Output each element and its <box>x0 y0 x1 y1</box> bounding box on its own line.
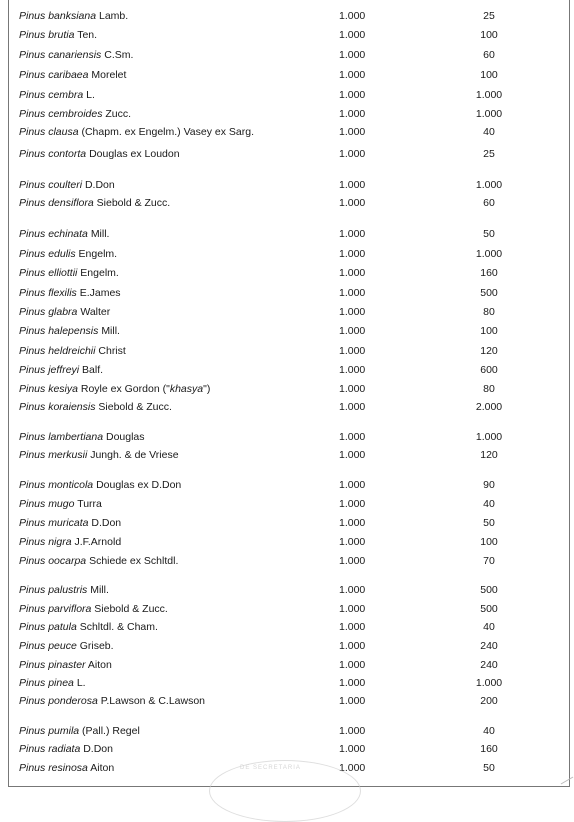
genus: Pinus <box>19 584 46 596</box>
binomial: echinata <box>48 228 88 240</box>
species-name <box>19 581 109 599</box>
value-col-1: 1.000 <box>339 345 366 357</box>
value-col-1: 1.000 <box>339 148 366 160</box>
genus: Pinus <box>19 449 46 461</box>
genus: Pinus <box>19 536 46 548</box>
value-col-1: 1.000 <box>339 603 366 615</box>
value-col-1: 1.000 <box>339 536 366 548</box>
table-row <box>9 581 569 599</box>
genus: Pinus <box>19 517 46 529</box>
value-col-2: 25 <box>483 148 495 160</box>
genus: Pinus <box>19 179 46 191</box>
value-col-1: 1.000 <box>339 108 366 120</box>
genus: Pinus <box>19 228 46 240</box>
genus: Pinus <box>19 345 46 357</box>
binomial: glabra <box>48 306 78 318</box>
author: D.Don <box>83 743 113 755</box>
value-col-2: 60 <box>483 49 495 61</box>
table-row <box>9 637 569 655</box>
binomial: oocarpa <box>48 555 87 567</box>
genus: Pinus <box>19 621 46 633</box>
genus: Pinus <box>19 126 46 138</box>
species-name <box>19 66 126 84</box>
binomial: cembroides <box>48 108 103 120</box>
binomial: mugo <box>48 498 75 510</box>
genus: Pinus <box>19 148 46 160</box>
value-col-2: 40 <box>483 725 495 737</box>
value-col-2: 1.000 <box>475 179 503 191</box>
genus: Pinus <box>19 762 46 774</box>
species-name <box>19 759 114 777</box>
species-name <box>19 514 121 532</box>
author: Christ <box>98 345 126 357</box>
genus: Pinus <box>19 603 46 615</box>
binomial: muricata <box>48 517 89 529</box>
species-name <box>19 176 115 194</box>
species-name <box>19 637 114 655</box>
value-col-2: 1.000 <box>475 677 503 689</box>
value-col-2: 500 <box>480 584 498 596</box>
genus: Pinus <box>19 677 46 689</box>
genus: Pinus <box>19 306 46 318</box>
value-col-2: 50 <box>483 228 495 240</box>
species-name <box>19 245 117 263</box>
binomial: jeffreyi <box>48 364 80 376</box>
binomial: brutia <box>48 29 75 41</box>
binomial: palustris <box>48 584 88 596</box>
species-name <box>19 284 121 302</box>
species-name <box>19 674 86 692</box>
genus: Pinus <box>19 498 46 510</box>
table-row <box>9 176 569 194</box>
value-col-2: 90 <box>483 479 495 491</box>
value-col-1: 1.000 <box>339 449 366 461</box>
value-col-1: 1.000 <box>339 725 366 737</box>
genus: Pinus <box>19 725 46 737</box>
genus: Pinus <box>19 69 46 81</box>
value-col-1: 1.000 <box>339 479 366 491</box>
species-name <box>19 398 172 416</box>
value-col-1: 1.000 <box>339 126 366 138</box>
binomial: elliottii <box>48 267 78 279</box>
binomial: merkusii <box>48 449 88 461</box>
table-row <box>9 674 569 692</box>
value-col-2: 100 <box>480 536 498 548</box>
value-col-2: 80 <box>483 306 495 318</box>
binomial: densiflora <box>48 197 94 209</box>
genus: Pinus <box>19 555 46 567</box>
author: Aiton <box>87 659 112 671</box>
species-name <box>19 722 140 740</box>
value-col-2: 40 <box>483 498 495 510</box>
author: C.Sm. <box>104 49 134 61</box>
binomial: banksiana <box>48 10 97 22</box>
table-row <box>9 342 569 360</box>
species-name <box>19 46 133 64</box>
binomial: caribaea <box>48 69 89 81</box>
species-name <box>19 194 170 212</box>
binomial: pumila <box>48 725 80 737</box>
species-name <box>19 7 128 25</box>
table-row <box>9 303 569 321</box>
genus: Pinus <box>19 108 46 120</box>
author: Douglas ex Loudon <box>89 148 180 160</box>
binomial: clausa <box>48 126 79 138</box>
author: D.Don <box>91 517 122 529</box>
author-italic: khasya <box>169 383 204 395</box>
value-col-2: 240 <box>480 640 498 652</box>
author: Douglas <box>105 431 145 443</box>
value-col-1: 1.000 <box>339 555 366 567</box>
species-name <box>19 428 145 446</box>
species-name <box>19 145 180 163</box>
genus: Pinus <box>19 10 46 22</box>
author: Zucc. <box>105 108 132 120</box>
value-col-2: 50 <box>483 762 495 774</box>
value-col-2: 500 <box>480 287 498 299</box>
value-col-1: 1.000 <box>339 743 366 755</box>
binomial: heldreichii <box>48 345 96 357</box>
value-col-1: 1.000 <box>339 659 366 671</box>
species-name <box>19 322 120 340</box>
value-col-1: 1.000 <box>339 248 366 260</box>
author: Aiton <box>90 762 115 774</box>
table-row <box>9 692 569 710</box>
value-col-2: 100 <box>480 325 498 337</box>
table-row <box>9 361 569 379</box>
table-row <box>9 145 569 163</box>
species-name <box>19 692 205 710</box>
genus: Pinus <box>19 383 46 395</box>
author-suffix: ") <box>203 383 211 395</box>
value-col-1: 1.000 <box>339 498 366 510</box>
value-col-2: 240 <box>480 659 498 671</box>
binomial: monticola <box>48 479 94 491</box>
table-row <box>9 533 569 551</box>
value-col-2: 160 <box>480 743 498 755</box>
genus: Pinus <box>19 640 46 652</box>
table-row <box>9 600 569 618</box>
value-col-2: 70 <box>483 555 495 567</box>
author: P.Lawson & C.Lawson <box>100 695 206 707</box>
value-col-1: 1.000 <box>339 29 366 41</box>
table-row <box>9 740 569 758</box>
value-col-1: 1.000 <box>339 431 366 443</box>
value-col-1: 1.000 <box>339 49 366 61</box>
value-col-2: 1.000 <box>475 108 503 120</box>
author: L. <box>76 677 86 689</box>
value-col-2: 100 <box>480 69 498 81</box>
species-name <box>19 446 179 464</box>
genus: Pinus <box>19 364 46 376</box>
value-col-2: 200 <box>480 695 498 707</box>
species-name <box>19 380 210 398</box>
author: E.James <box>79 287 121 299</box>
author: Mill. <box>101 325 120 337</box>
table-row <box>9 322 569 340</box>
author: L. <box>86 89 95 101</box>
author: Mill. <box>90 584 109 596</box>
value-col-1: 1.000 <box>339 179 366 191</box>
author: Morelet <box>91 69 127 81</box>
genus: Pinus <box>19 197 46 209</box>
value-col-1: 1.000 <box>339 287 366 299</box>
genus: Pinus <box>19 743 46 755</box>
species-name <box>19 123 254 141</box>
stamp-seal <box>209 760 361 822</box>
document-page <box>8 0 570 787</box>
species-name <box>19 600 168 618</box>
author: Balf. <box>82 364 104 376</box>
value-col-1: 1.000 <box>339 695 366 707</box>
value-col-2: 50 <box>483 517 495 529</box>
species-name <box>19 105 131 123</box>
binomial: radiata <box>48 743 81 755</box>
author: Schiede ex Schltdl. <box>89 555 179 567</box>
author: Jungh. & de Vriese <box>90 449 179 461</box>
author: Siebold & Zucc. <box>96 197 171 209</box>
table-row <box>9 194 569 212</box>
genus: Pinus <box>19 325 46 337</box>
author: Engelm. <box>80 267 119 279</box>
species-name <box>19 225 109 243</box>
binomial: cembra <box>48 89 84 101</box>
value-col-1: 1.000 <box>339 267 366 279</box>
table-row <box>9 86 569 104</box>
table-row <box>9 380 569 398</box>
value-col-2: 500 <box>480 603 498 615</box>
value-col-1: 1.000 <box>339 197 366 209</box>
binomial: pinaster <box>48 659 86 671</box>
genus: Pinus <box>19 248 46 260</box>
value-col-1: 1.000 <box>339 621 366 633</box>
table-row <box>9 552 569 570</box>
value-col-1: 1.000 <box>339 228 366 240</box>
table-row <box>9 7 569 25</box>
binomial: patula <box>48 621 77 633</box>
species-name <box>19 303 110 321</box>
genus: Pinus <box>19 29 46 41</box>
table-row <box>9 26 569 44</box>
value-col-2: 120 <box>480 449 498 461</box>
species-name <box>19 533 121 551</box>
table-row <box>9 66 569 84</box>
author: Turra <box>77 498 102 510</box>
genus: Pinus <box>19 401 46 413</box>
value-col-2: 40 <box>483 126 495 138</box>
genus: Pinus <box>19 659 46 671</box>
table-row <box>9 446 569 464</box>
genus: Pinus <box>19 49 46 61</box>
value-col-2: 60 <box>483 197 495 209</box>
value-col-1: 1.000 <box>339 677 366 689</box>
binomial: ponderosa <box>48 695 98 707</box>
value-col-1: 1.000 <box>339 364 366 376</box>
value-col-1: 1.000 <box>339 10 366 22</box>
binomial: peuce <box>48 640 77 652</box>
author: Schltdl. & Cham. <box>79 621 158 633</box>
genus: Pinus <box>19 431 46 443</box>
value-col-2: 1.000 <box>475 89 503 101</box>
author: Douglas ex D.Don <box>96 479 182 491</box>
value-col-2: 120 <box>480 345 498 357</box>
binomial: contorta <box>48 148 87 160</box>
value-col-2: 80 <box>483 383 495 395</box>
species-name <box>19 552 178 570</box>
binomial: nigra <box>48 536 72 548</box>
binomial: halepensis <box>48 325 99 337</box>
species-name <box>19 618 158 636</box>
value-col-1: 1.000 <box>339 401 366 413</box>
species-name <box>19 740 113 758</box>
species-name <box>19 342 126 360</box>
binomial: pinea <box>48 677 74 689</box>
genus: Pinus <box>19 89 46 101</box>
species-name <box>19 26 97 44</box>
table-row <box>9 476 569 494</box>
value-col-2: 2.000 <box>475 401 503 413</box>
table-row <box>9 245 569 263</box>
value-col-2: 40 <box>483 621 495 633</box>
value-col-2: 1.000 <box>475 431 503 443</box>
stamp-text: DE SECRETARIA <box>240 765 301 771</box>
binomial: resinosa <box>48 762 88 774</box>
table-row <box>9 398 569 416</box>
value-col-2: 100 <box>480 29 498 41</box>
table-row <box>9 264 569 282</box>
table-row <box>9 105 569 123</box>
author: (Chapm. ex Engelm.) Vasey ex Sarg. <box>81 126 255 138</box>
table-row <box>9 46 569 64</box>
author: J.F.Arnold <box>74 536 122 548</box>
author: D.Don <box>84 179 115 191</box>
table-row <box>9 428 569 446</box>
value-col-1: 1.000 <box>339 383 366 395</box>
author: Lamb. <box>98 10 129 22</box>
value-col-1: 1.000 <box>339 325 366 337</box>
binomial: lambertiana <box>48 431 104 443</box>
author: Mill. <box>90 228 110 240</box>
value-col-1: 1.000 <box>339 584 366 596</box>
author: Siebold & Zucc. <box>94 603 168 615</box>
species-name <box>19 656 112 674</box>
table-row <box>9 123 569 141</box>
binomial: coulteri <box>48 179 83 191</box>
species-name <box>19 495 102 513</box>
binomial: koraiensis <box>48 401 96 413</box>
value-col-1: 1.000 <box>339 306 366 318</box>
genus: Pinus <box>19 287 46 299</box>
value-col-2: 160 <box>480 267 498 279</box>
author: (Pall.) Regel <box>82 725 140 737</box>
binomial: parviflora <box>48 603 92 615</box>
table-row <box>9 722 569 740</box>
species-name <box>19 361 103 379</box>
genus: Pinus <box>19 267 46 279</box>
binomial: edulis <box>48 248 76 260</box>
species-name <box>19 476 181 494</box>
author: Griseb. <box>79 640 114 652</box>
table-row <box>9 618 569 636</box>
value-col-1: 1.000 <box>339 69 366 81</box>
value-col-2: 1.000 <box>475 248 503 260</box>
table-row <box>9 225 569 243</box>
author: Engelm. <box>78 248 118 260</box>
table-row <box>9 514 569 532</box>
genus: Pinus <box>19 695 46 707</box>
value-col-2: 25 <box>483 10 495 22</box>
value-col-1: 1.000 <box>339 517 366 529</box>
author: Siebold & Zucc. <box>98 401 172 413</box>
binomial: canariensis <box>48 49 102 61</box>
value-col-1: 1.000 <box>339 89 366 101</box>
author: Walter <box>80 306 111 318</box>
binomial: kesiya <box>48 383 78 395</box>
table-row <box>9 495 569 513</box>
species-name <box>19 86 95 104</box>
value-col-1: 1.000 <box>339 640 366 652</box>
value-col-1: 1.000 <box>339 762 366 774</box>
value-col-2: 600 <box>480 364 498 376</box>
author: Ten. <box>77 29 98 41</box>
species-name <box>19 264 119 282</box>
binomial: flexilis <box>48 287 77 299</box>
table-row <box>9 656 569 674</box>
table-row <box>9 284 569 302</box>
genus: Pinus <box>19 479 46 491</box>
author: Royle ex Gordon (" <box>80 383 170 395</box>
